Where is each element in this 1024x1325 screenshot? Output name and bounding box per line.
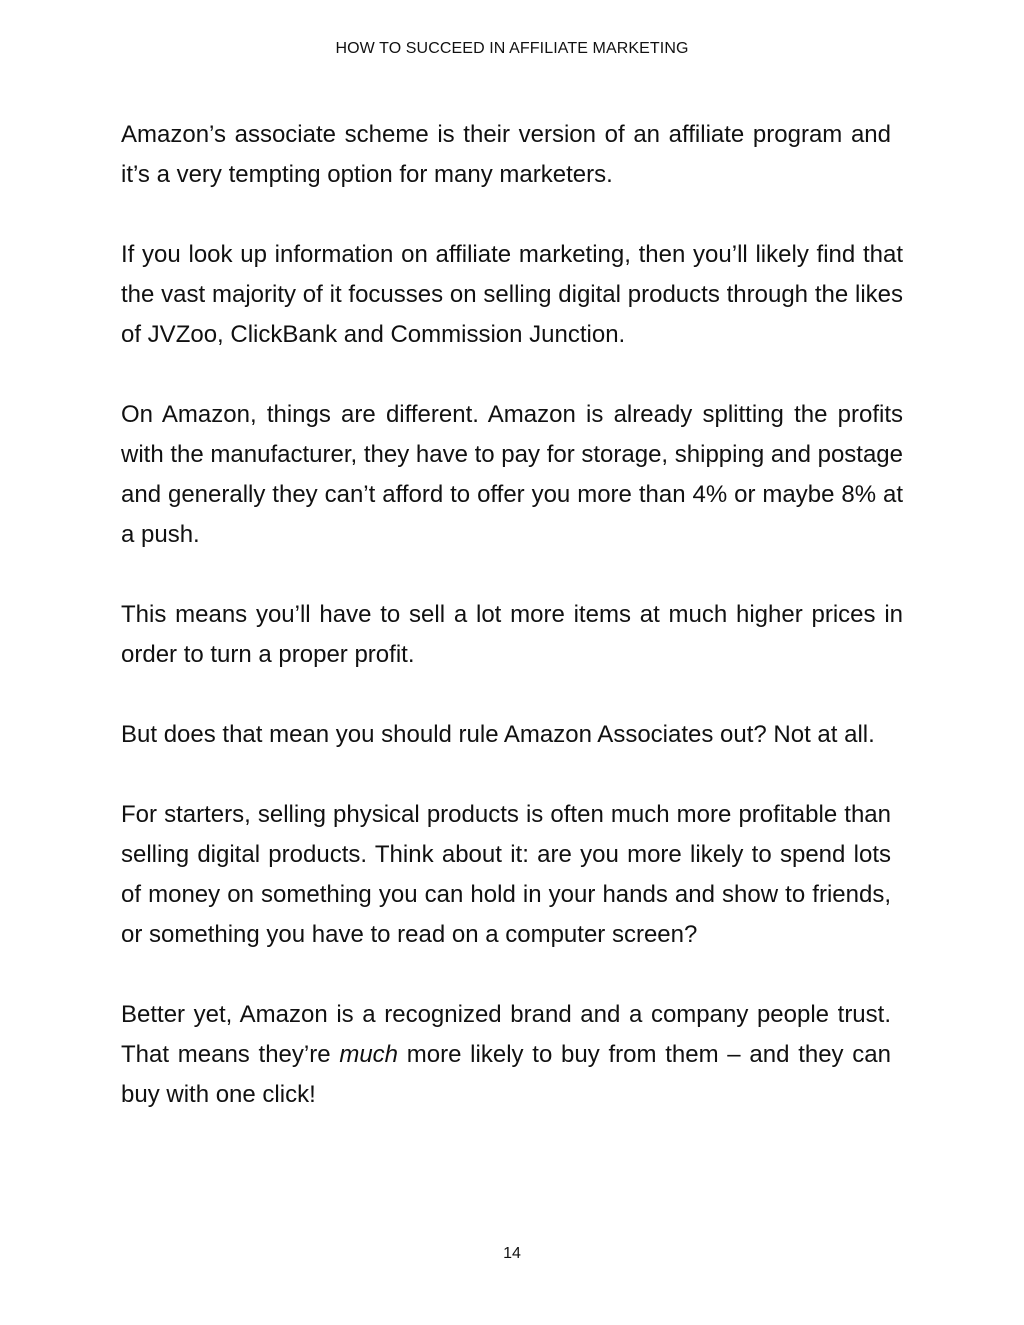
- paragraph-rule-out: But does that mean you should rule Amazon Associates out? Not at all.: [121, 721, 875, 748]
- paragraph-affiliate-info: If you look up information on affiliate marketing, then you’ll likely find that the vast majority of it focusses on selling digital products through the likes of JVZoo, ClickBank and Commission Junction.: [121, 241, 903, 348]
- page-number: 14: [503, 1245, 521, 1262]
- paragraph-amazon-associates-intro: Amazon’s associate scheme is their version of an affiliate program and it’s a very tempting option for many marketers.: [121, 121, 891, 188]
- paragraph-physical-products: For starters, selling physical products is often much more profitable than selling digital products. Think about it: are you more likely to spend lots of money on something you can hold in your hands and show to friends, or something you have to read on a computer screen?: [121, 801, 891, 948]
- running-header: HOW TO SUCCEED IN AFFILIATE MARKETING: [335, 40, 689, 57]
- paragraph-recognized-brand: [121, 995, 891, 1115]
- paragraph-recognized-brand-start: Better yet, Amazon is a recognized brand and a company people trust. That means they’re: [121, 1001, 891, 1068]
- paragraph-sell-more: This means you’ll have to sell a lot more items at much higher prices in order to turn a proper profit.: [121, 601, 903, 668]
- paragraph-recognized-brand-end: more likely to buy from them – and they can buy with one click!: [121, 1041, 891, 1108]
- paragraph-amazon-different: On Amazon, things are different. Amazon is already splitting the profits with the manufacturer, they have to pay for storage, shipping and postage and generally they can’t afford to offer you more than 4% or maybe 8% at a push.: [121, 401, 903, 548]
- emphasis-much: much: [339, 1041, 399, 1068]
- page-body: [121, 115, 903, 1155]
